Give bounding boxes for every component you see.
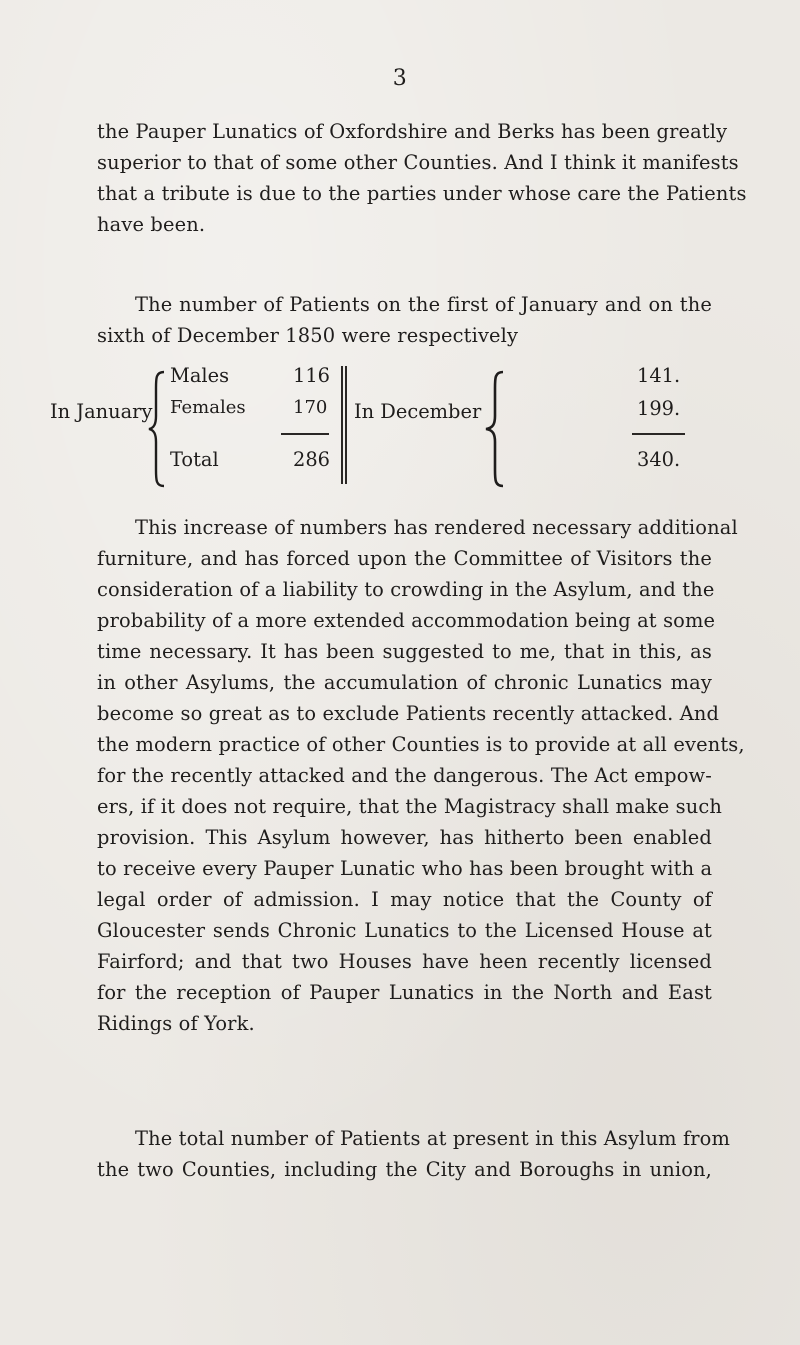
december-brace-icon [483,368,507,490]
text-line: superior to that of some other Counties. And I think it manifests [97,151,739,174]
text-line: the modern practice of other Counties is to provide at all events, [97,733,745,756]
text-line: The total number of Patients at present in this Asylum from [135,1127,731,1150]
text-line: This increase of numbers has rendered necessary additional [135,516,738,539]
december-total-value: 340. [637,448,681,471]
january-females-value: 170 [293,397,328,418]
text-line: the Pauper Lunatics of Oxfordshire and Berks has been greatly [97,120,728,143]
paragraph-continuation [97,116,747,240]
text-line: Ridings of York. [97,1012,255,1035]
text-line: the two Counties, including the City and Boroughs in union, [97,1158,712,1181]
january-label: In January [50,400,153,423]
text-line: become so great as to exclude Patients recently attacked. And [97,702,720,725]
males-label: Males [170,364,230,387]
females-label: Females [170,397,246,418]
text-line: probability of a more extended accommodation being at some [97,609,716,632]
column-divider [345,366,347,484]
text-line: to receive every Pauper Lunatic who has been brought with a [97,857,713,880]
text-line: Gloucester sends Chronic Lunatics to the Licensed House at [97,919,712,942]
paragraph-increase-discussion [97,512,745,1039]
patient-census-table [0,360,800,495]
text-line: ers, if it does not require, that the Magistracy shall make such [97,795,723,818]
december-males-value: 141. [637,364,681,387]
text-line: time necessary. It has been suggested to me, that in this, as [97,640,712,663]
january-brace-icon [146,368,168,490]
total-label: Total [170,448,219,471]
paragraph-total-patients [97,1123,731,1185]
january-males-value: 116 [293,364,331,387]
text-line: legal order of admission. I may notice that the County of [97,888,712,911]
text-line: provision. This Asylum however, has hitherto been enabled [97,826,712,849]
january-total-value: 286 [293,448,331,471]
text-line: furniture, and has forced upon the Committee of Visitors the [97,547,712,570]
text-line: The number of Patients on the first of January and on the [135,293,712,316]
text-line: that a tribute is due to the parties under whose care the Patients [97,182,747,205]
text-line: in other Asylums, the accumulation of chronic Lunatics may [97,671,712,694]
december-sum-rule [632,433,685,435]
text-line: have been. [97,213,206,236]
text-line: for the recently attacked and the dangerous. The Act empow- [97,764,712,787]
text-line: Fairford; and that two Houses have heen recently licensed [97,950,712,973]
column-divider [341,366,343,484]
text-line: for the reception of Pauper Lunatics in the North and East [97,981,712,1004]
december-label: In December [354,400,482,423]
paragraph-patient-count-intro [97,289,712,351]
text-line: sixth of December 1850 were respectively [97,324,519,347]
text-line: consideration of a liability to crowding in the Asylum, and the [97,578,715,601]
january-sum-rule [281,433,329,435]
december-females-value: 199. [637,397,681,420]
page-number: 3 [392,66,408,91]
